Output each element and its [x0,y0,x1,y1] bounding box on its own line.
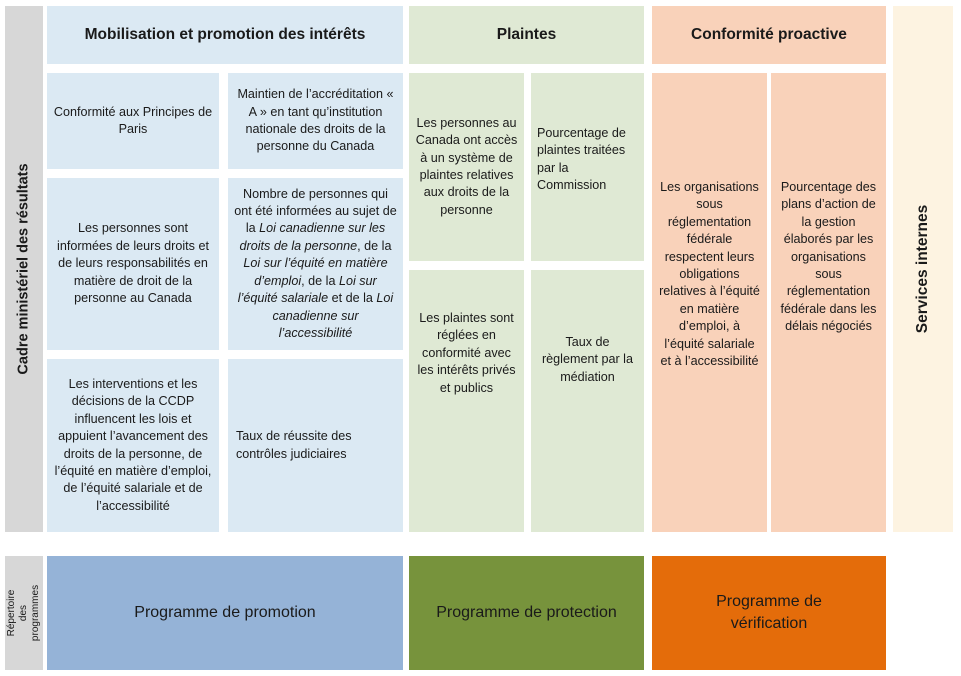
plaintes-outcome-2: Les plaintes sont réglées en conformité avec les intérêts privés et publics [409,270,524,532]
promotion-outcome-2: Les personnes sont informées de leurs droits et de leurs responsabilités en matière de droit de la personne au Canada [47,178,219,350]
promotion-indicator-3: Taux de réussite des contrôles judiciaires [228,359,403,532]
promotion-indicator-2-text: Nombre de personnes qui ont été informées au sujet de la Loi canadienne sur les droits de la personne, de la Loi sur l’équité en matière d’emploi, de la Loi sur l’équité salariale et de la Loi canadienne sur l’accessibilité [234,186,397,340]
services-internes-box [893,6,953,532]
header-plaintes: Plaintes [409,6,644,64]
header-conformite: Conformité proactive [652,6,886,64]
promotion-outcome-1: Conformité aux Principes de Paris [47,73,219,169]
plaintes-indicator-1: Pourcentage de plaintes traitées par la Commission [531,73,644,261]
promotion-outcome-3: Les interventions et les décisions de la CCDP influencent les lois et appuient l’avancement des droits de la personne, de l’équité en matière d’emploi, de l’équité salariale et de l’accessibilité [47,359,219,532]
program-directory-label-box [5,556,43,670]
results-framework-label-box [5,6,43,532]
header-promotion: Mobilisation et promotion des intérêts [47,6,403,64]
program-directory-label: Répertoire des programmes [6,584,41,642]
program-protection: Programme de protection [409,556,644,670]
results-framework-label: Cadre ministériel des résultats [16,163,32,375]
plaintes-outcome-1: Les personnes au Canada ont accès à un système de plaintes relatives aux droits de la personne [409,73,524,261]
program-verification: Programme de vérification [652,556,886,670]
conformite-outcome-1: Les organisations sous réglementation fédérale respectent leurs obligations relatives à l’équité en matière d’emploi, à l’équité salariale et à l’accessibilité [652,73,767,532]
conformite-indicator-1: Pourcentage des plans d’action de la gestion élaborés par les organisations sous réglementation fédérale dans les délais négociés [771,73,886,532]
promotion-indicator-1: Maintien de l’accréditation « A » en tant qu’institution nationale des droits de la personne du Canada [228,73,403,169]
services-internes-label: Services internes [914,204,932,334]
promotion-indicator-2 [228,178,403,350]
program-promotion: Programme de promotion [47,556,403,670]
plaintes-indicator-2: Taux de règlement par la médiation [531,270,644,532]
